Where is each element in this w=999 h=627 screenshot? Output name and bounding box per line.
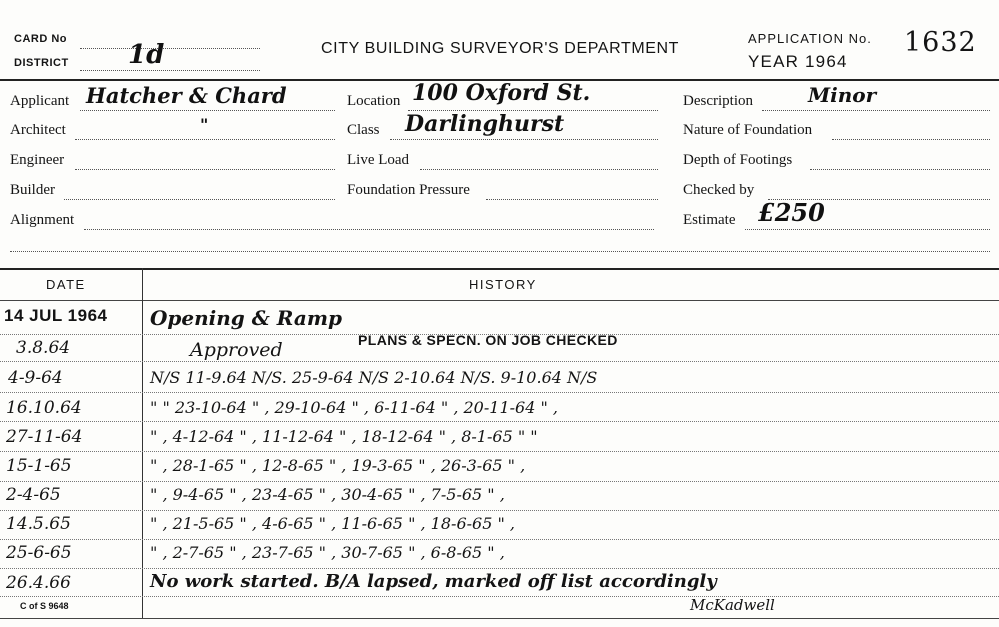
district-value: 1d — [128, 40, 165, 70]
estimate-value: £250 — [758, 198, 825, 227]
application-number: 1632 — [904, 27, 977, 58]
foundation-pressure-line — [486, 199, 658, 200]
applicant-line — [80, 110, 335, 111]
builder-line — [64, 199, 335, 200]
table-row-history: " , 9-4-65 " , 23-4-65 " , 30-4-65 " , 7-5-65 " , — [150, 485, 505, 504]
table-row-date: 4-9-64 — [8, 368, 63, 388]
table-row-date: 26.4.66 — [6, 573, 71, 593]
row-line — [0, 451, 999, 452]
year-label: YEAR 1964 — [748, 52, 848, 71]
card-no-label: CARD No — [14, 33, 67, 45]
architect-value: " — [200, 115, 209, 134]
class-label: Class — [347, 122, 380, 138]
district-label: DISTRICT — [14, 57, 69, 69]
description-line — [762, 110, 990, 111]
builder-label: Builder — [10, 182, 55, 198]
department-title: CITY BUILDING SURVEYOR'S DEPARTMENT — [321, 40, 680, 57]
table-row-date: 14.5.65 — [6, 514, 71, 534]
table-row-date: 16.10.64 — [6, 398, 82, 418]
table-row-history: N/S 11-9.64 N/S. 25-9-64 N/S 2-10.64 N/S. 9-10.64 N/S — [150, 368, 598, 387]
history-column-header: HISTORY — [469, 277, 537, 292]
row-line — [0, 568, 999, 569]
extra-field-line — [10, 251, 990, 252]
nature-of-foundation-line — [832, 139, 990, 140]
form-number: C of S 9648 — [20, 601, 69, 611]
date-column-header: DATE — [46, 277, 86, 292]
row-line — [0, 361, 999, 362]
table-row-date: 2-4-65 — [6, 485, 61, 505]
checked-by-label: Checked by — [683, 182, 755, 198]
table-row-history: " " 23-10-64 " , 29-10-64 " , 6-11-64 " , 20-11-64 " , — [150, 398, 558, 417]
depth-of-footings-label: Depth of Footings — [683, 152, 793, 168]
signature: McKadwell — [690, 596, 775, 614]
nature-of-foundation-label: Nature of Foundation — [683, 122, 813, 138]
table-row-history: Approved — [190, 339, 283, 361]
location-value: 100 Oxford St. — [412, 80, 591, 106]
engineer-line — [75, 169, 335, 170]
class-line — [390, 139, 658, 140]
row-line — [0, 392, 999, 393]
estimate-line — [745, 229, 990, 230]
table-row-date: 27-11-64 — [6, 427, 83, 447]
table-row-history: " , 28-1-65 " , 12-8-65 " , 19-3-65 " , 26-3-65 " , — [150, 456, 526, 475]
depth-of-footings-line — [810, 169, 990, 170]
card-no-line — [80, 48, 260, 49]
table-top-border — [0, 268, 999, 270]
architect-line — [75, 139, 335, 140]
table-row-history: " , 2-7-65 " , 23-7-65 " , 30-7-65 " , 6-8-65 " , — [150, 543, 505, 562]
row-line — [0, 481, 999, 482]
row-line — [0, 421, 999, 422]
district-line — [80, 70, 260, 71]
date-column-divider — [142, 268, 143, 618]
class-value: Darlinghurst — [405, 111, 565, 137]
alignment-line — [84, 229, 654, 230]
row-line — [0, 539, 999, 540]
table-row-history: Opening & Ramp — [150, 306, 342, 330]
table-row-history: No work started. B/A lapsed, marked off list accordingly — [150, 571, 717, 592]
description-value: Minor — [808, 83, 877, 107]
applicant-label: Applicant — [10, 93, 70, 109]
table-row-date: 14 JUL 1964 — [4, 306, 108, 325]
engineer-label: Engineer — [10, 152, 65, 168]
alignment-label: Alignment — [10, 212, 75, 228]
table-row-date: 25-6-65 — [6, 543, 72, 563]
application-label: APPLICATION No. — [748, 31, 872, 46]
description-label: Description — [683, 93, 753, 109]
estimate-label: Estimate — [683, 212, 736, 228]
table-row-date: 15-1-65 — [6, 456, 72, 476]
row-line — [0, 596, 999, 597]
card-bottom-border — [0, 618, 999, 619]
plans-checked-stamp: PLANS & SPECN. ON JOB CHECKED — [358, 332, 618, 348]
row-line — [0, 510, 999, 511]
table-row-history: " , 21-5-65 " , 4-6-65 " , 11-6-65 " , 18-6-65 " , — [150, 514, 516, 533]
table-row-date: 3.8.64 — [16, 338, 71, 358]
table-header-divider — [0, 300, 999, 301]
live-load-line — [420, 169, 658, 170]
location-label: Location — [347, 93, 401, 109]
architect-label: Architect — [10, 122, 66, 138]
applicant-value: Hatcher & Chard — [86, 83, 287, 108]
live-load-label: Live Load — [347, 152, 410, 168]
foundation-pressure-label: Foundation Pressure — [347, 182, 470, 198]
table-row-history: " , 4-12-64 " , 11-12-64 " , 18-12-64 " , 8-1-65 " " — [150, 427, 538, 446]
